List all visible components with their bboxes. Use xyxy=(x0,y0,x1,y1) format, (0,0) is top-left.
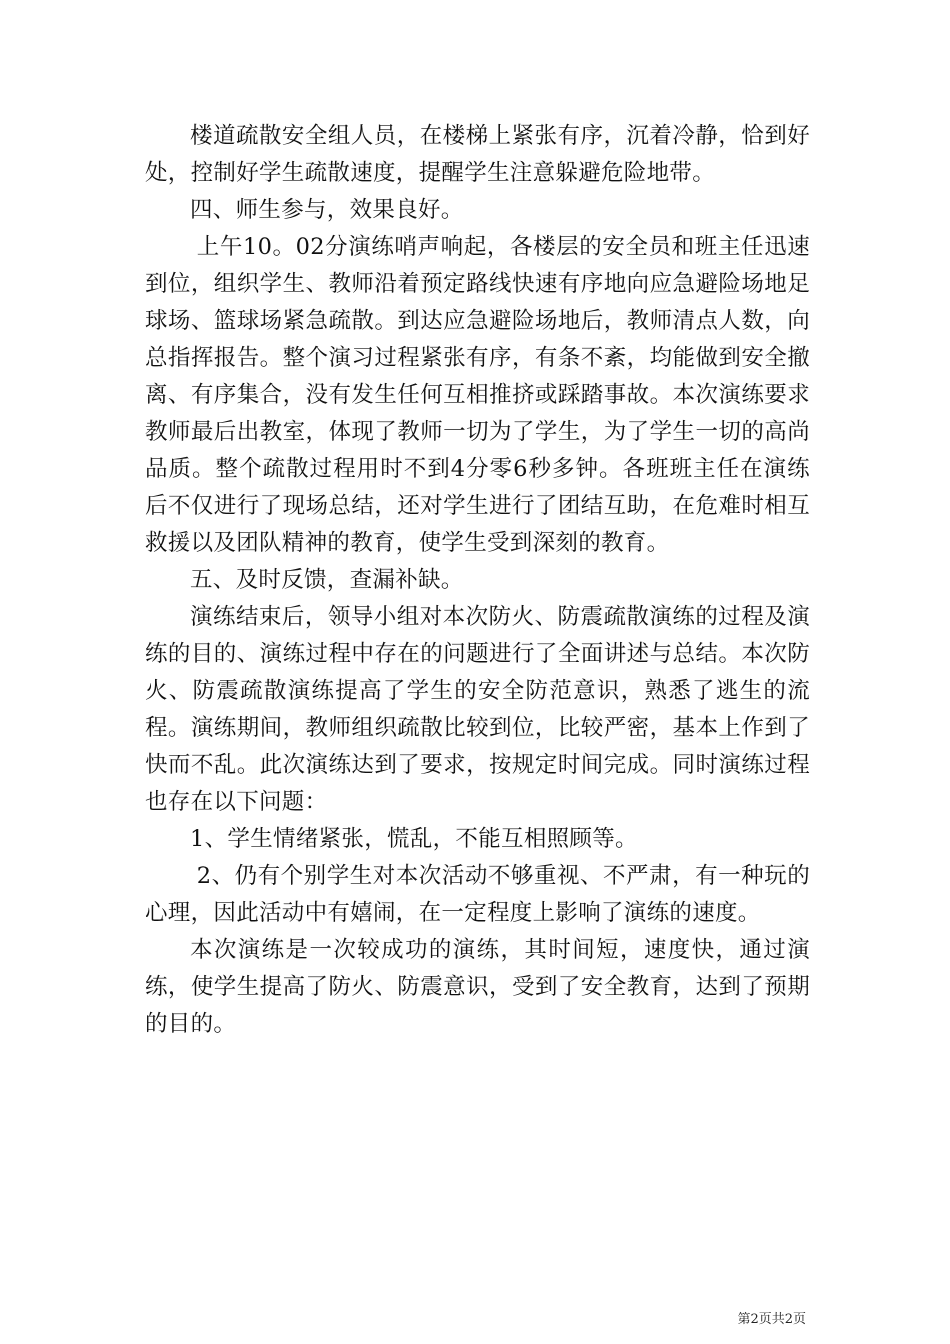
paragraph-drill-process: 上午10。02分演练哨声响起，各楼层的安全员和班主任迅速到位，组织学生、教师沿着预定路线快速有序地向应急避险场地足球场、篮球场紧急疏散。到达应急避险场地后，教师清点人数，向总指挥报告。整个演习过程紧张有序，有条不紊，均能做到安全撤离、有序集合，没有发生任何互相推挤或踩踏事故。本次演练要求教师最后出教室，体现了教师一切为了学生，为了学生一切的高尚品质。整个疏散过程用时不到4分零6秒多钟。各班班主任在演练后不仅进行了现场总结，还对学生进行了团结互助，在危难时相互救援以及团队精神的教育，使学生受到深刻的教育。 xyxy=(145,234,810,556)
paragraph-stairway-safety: 楼道疏散安全组人员，在楼梯上紧张有序，沉着冷静，恰到好处，控制好学生疏散速度，提醒学生注意躲避危险地带。 xyxy=(145,123,810,186)
paragraph-conclusion: 本次演练是一次较成功的演练，其时间短，速度快，通过演练，使学生提高了防火、防震意识，受到了安全教育，达到了预期的目的。 xyxy=(145,937,810,1037)
heading-section-four: 四、师生参与，效果良好。 xyxy=(190,197,464,223)
paragraph-drill-summary: 演练结束后，领导小组对本次防火、防震疏散演练的过程及演练的目的、演练过程中存在的问题进行了全面讲述与总结。本次防火、防震疏散演练提高了学生的安全防范意识，熟悉了逃生的流程。演练期间，教师组织疏散比较到位，比较严密，基本上作到了快而不乱。此次演练达到了要求，按规定时间完成。同时演练过程也存在以下问题： xyxy=(145,604,810,815)
heading-section-five: 五、及时反馈，查漏补缺。 xyxy=(190,567,464,593)
page-number-footer: 第2页共2页 xyxy=(737,1312,806,1327)
list-item-problem-1: 1、学生情绪紧张，慌乱，不能互相照顾等。 xyxy=(190,826,638,852)
document-body xyxy=(145,118,810,1043)
list-item-problem-2: 2、仍有个别学生对本次活动不够重视、不严肃，有一种玩的心理，因此活动中有嬉闹，在一定程度上影响了演练的速度。 xyxy=(145,863,810,926)
